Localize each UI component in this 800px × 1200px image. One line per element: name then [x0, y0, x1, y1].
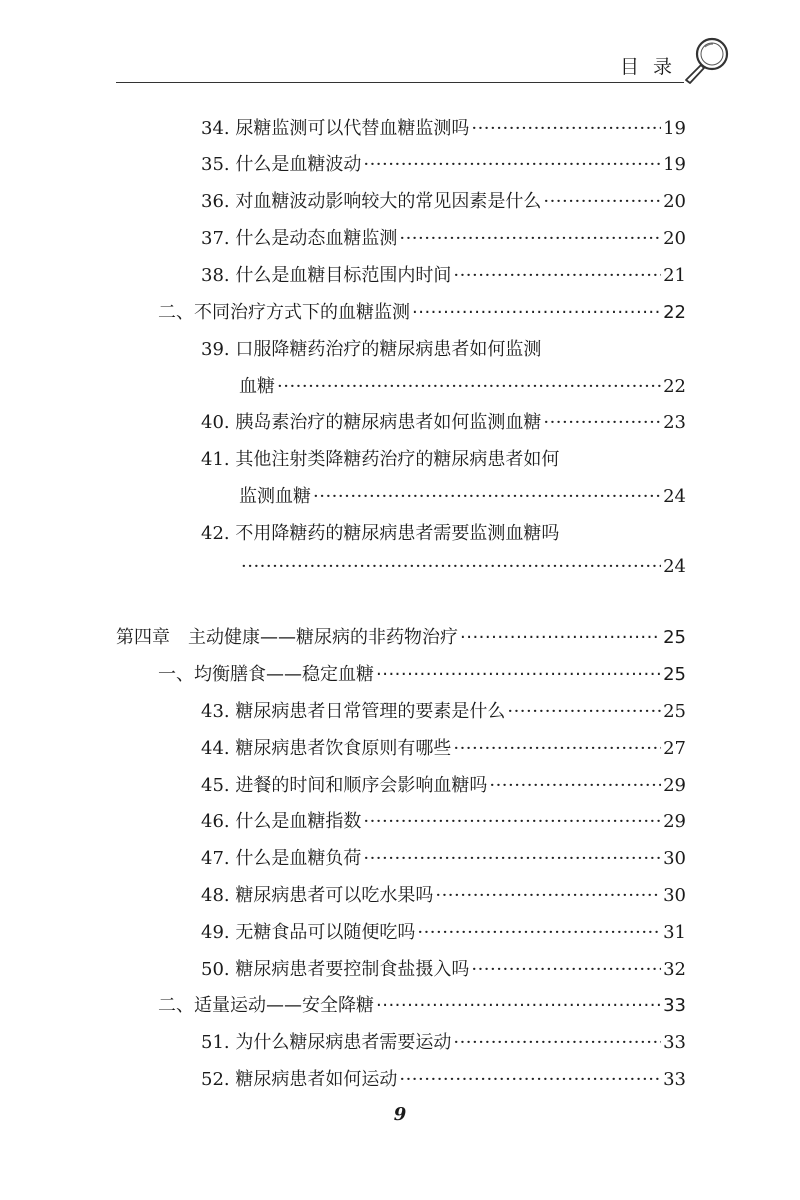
dot-leader	[399, 228, 661, 249]
toc-entry-50[interactable]	[201, 955, 686, 981]
page-number: 9	[393, 1104, 407, 1125]
dot-leader	[241, 556, 661, 577]
toc-chapter-label: 第四章 主动健康——糖尿病的非药物治疗	[116, 627, 458, 648]
dot-leader	[277, 376, 661, 397]
dot-leader	[453, 1032, 661, 1053]
toc-entry-label: 35. 什么是血糖波动	[201, 154, 362, 175]
toc-entry-label: 34. 尿糖监测可以代替血糖监测吗	[201, 118, 470, 139]
toc-entry-51[interactable]	[201, 1028, 686, 1054]
toc-entry-42-line1[interactable]: 42. 不用降糖药的糖尿病患者需要监测血糖吗	[201, 523, 560, 544]
toc-entry-label: 52. 糖尿病患者如何运动	[201, 1069, 398, 1090]
dot-leader	[313, 486, 661, 507]
toc-entry-41[interactable]	[239, 482, 686, 508]
toc-entry-34[interactable]	[201, 114, 686, 140]
toc-entry-52[interactable]	[201, 1065, 686, 1091]
dot-leader	[399, 1069, 661, 1090]
toc-entry-38[interactable]	[201, 261, 686, 287]
toc-entry-label: 50. 糖尿病患者要控制食盐摄入吗	[201, 959, 470, 980]
toc-entry-label: 44. 糖尿病患者饮食原则有哪些	[201, 738, 452, 759]
header-rule	[116, 82, 684, 83]
toc-page-number: 24	[663, 556, 686, 577]
toc-section-one[interactable]	[158, 660, 686, 686]
toc-entry-label: 48. 糖尿病患者可以吃水果吗	[201, 885, 434, 906]
toc-page-number: 21	[663, 265, 686, 286]
toc-entry-label: 38. 什么是血糖目标范围内时间	[201, 265, 452, 286]
toc-section-two-exercise[interactable]	[158, 991, 686, 1017]
dot-leader	[543, 412, 661, 433]
dot-leader	[507, 701, 661, 722]
toc-page-number: 29	[663, 775, 686, 796]
toc-entry-label: 血糖	[239, 376, 275, 397]
dot-leader	[376, 664, 661, 685]
dot-leader	[363, 848, 661, 869]
magnifier-icon	[672, 34, 736, 86]
toc-page-number: 22	[663, 302, 686, 323]
toc-page-number: 24	[663, 486, 686, 507]
dot-leader	[453, 265, 661, 286]
toc-section-label: 二、不同治疗方式下的血糖监测	[158, 302, 410, 323]
toc-page-number: 31	[663, 922, 686, 943]
toc-chapter-four[interactable]	[116, 623, 686, 649]
toc-entry-41-line1[interactable]: 41. 其他注射类降糖药治疗的糖尿病患者如何	[201, 449, 560, 470]
dot-leader	[363, 811, 661, 832]
toc-entry-label: 37. 什么是动态血糖监测	[201, 228, 398, 249]
toc-entry-49[interactable]	[201, 918, 686, 944]
toc-page-number: 19	[663, 154, 686, 175]
toc-section-two[interactable]	[158, 298, 686, 324]
toc-page-number: 30	[663, 848, 686, 869]
toc-page-number: 32	[663, 959, 686, 980]
toc-entry-label: 40. 胰岛素治疗的糖尿病患者如何监测血糖	[201, 412, 542, 433]
dot-leader	[435, 885, 661, 906]
toc-page-number: 20	[663, 228, 686, 249]
dot-leader	[412, 302, 661, 323]
dot-leader	[453, 738, 661, 759]
toc-entry-37[interactable]	[201, 224, 686, 250]
dot-leader	[363, 154, 661, 175]
toc-section-label: 二、适量运动——安全降糖	[158, 995, 374, 1016]
toc-page-number: 20	[663, 191, 686, 212]
toc-page-number: 25	[663, 664, 686, 685]
toc-entry-42[interactable]	[239, 556, 686, 577]
dot-leader	[460, 627, 661, 648]
toc-page-number: 33	[663, 1069, 686, 1090]
toc-entry-48[interactable]	[201, 881, 686, 907]
toc-page-number: 27	[663, 738, 686, 759]
toc-entry-46[interactable]	[201, 807, 686, 833]
toc-page-number: 23	[663, 412, 686, 433]
toc-entry-label: 51. 为什么糖尿病患者需要运动	[201, 1032, 452, 1053]
dot-leader	[471, 118, 661, 139]
toc-page-number: 33	[663, 995, 686, 1016]
toc-page-number: 19	[663, 118, 686, 139]
toc-page-number: 33	[663, 1032, 686, 1053]
toc-entry-36[interactable]	[201, 187, 686, 213]
toc-entry-label: 监测血糖	[239, 486, 311, 507]
toc-section-label: 一、均衡膳食——稳定血糖	[158, 664, 374, 685]
toc-page-number: 22	[663, 376, 686, 397]
toc-entry-39[interactable]	[239, 372, 686, 398]
toc-entry-label: 43. 糖尿病患者日常管理的要素是什么	[201, 701, 506, 722]
toc-entry-44[interactable]	[201, 734, 686, 760]
dot-leader	[543, 191, 661, 212]
toc-page-number: 25	[663, 627, 686, 648]
dot-leader	[489, 775, 661, 796]
toc-entry-label: 49. 无糖食品可以随便吃吗	[201, 922, 416, 943]
toc-entry-47[interactable]	[201, 844, 686, 870]
toc-entry-label: 47. 什么是血糖负荷	[201, 848, 362, 869]
toc-entry-label: 46. 什么是血糖指数	[201, 811, 362, 832]
toc-entry-35[interactable]	[201, 150, 686, 176]
running-header-title: 目 录	[620, 56, 677, 78]
dot-leader	[376, 995, 661, 1016]
toc-page-number: 25	[663, 701, 686, 722]
toc-entry-39-line1[interactable]: 39. 口服降糖药治疗的糖尿病患者如何监测	[201, 339, 542, 360]
toc-page-number: 30	[663, 885, 686, 906]
toc-page-number: 29	[663, 811, 686, 832]
toc-entry-label: 36. 对血糖波动影响较大的常见因素是什么	[201, 191, 542, 212]
toc-entry-label: 45. 进餐的时间和顺序会影响血糖吗	[201, 775, 488, 796]
toc-entry-40[interactable]	[201, 408, 686, 434]
dot-leader	[417, 922, 661, 943]
toc-entry-45[interactable]	[201, 771, 686, 797]
toc-entry-43[interactable]	[201, 697, 686, 723]
dot-leader	[471, 959, 661, 980]
